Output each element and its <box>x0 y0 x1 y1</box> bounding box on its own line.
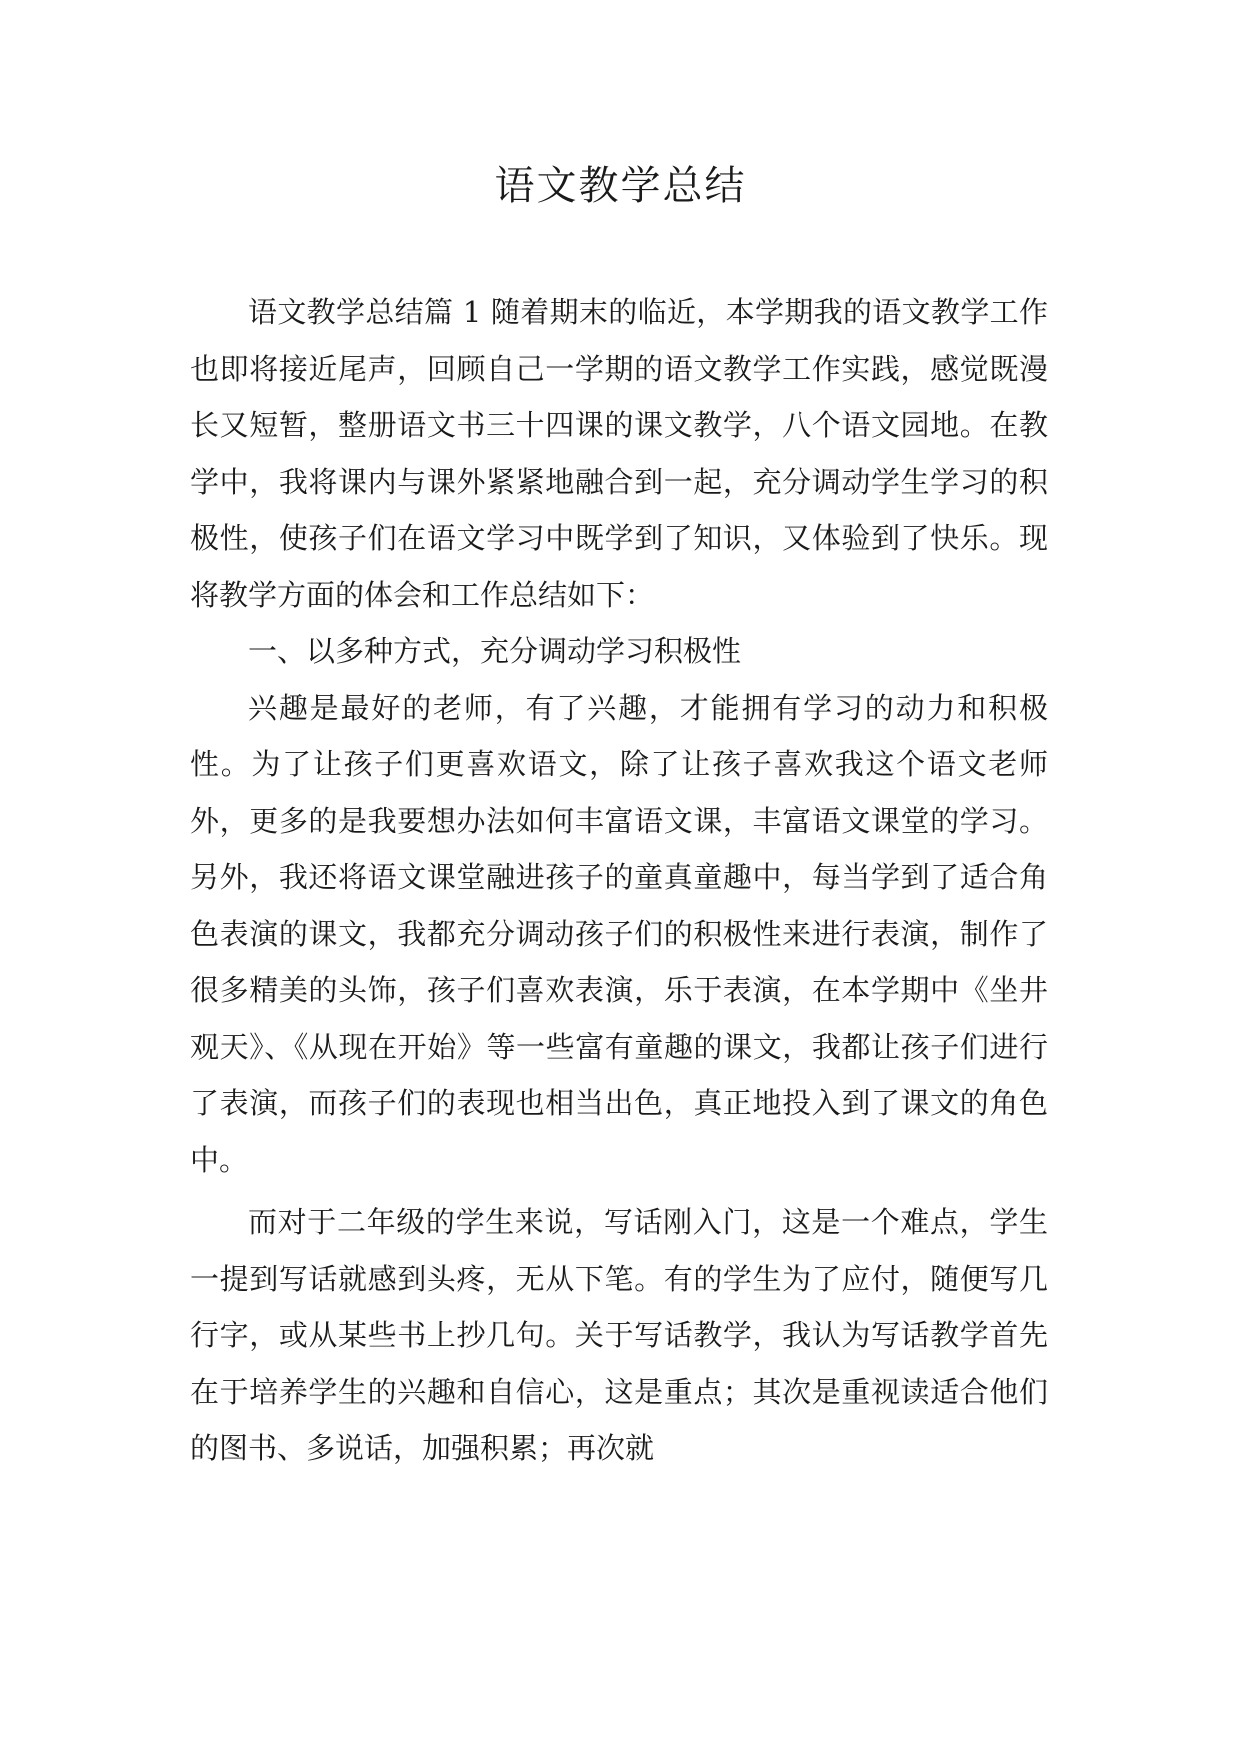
paragraph-interest: 兴趣是最好的老师，有了兴趣，才能拥有学习的动力和积极性。为了让孩子们更喜欢语文，除了让孩子喜欢我这个语文老师外，更多的是我要想办法如何丰富语文课，丰富语文课堂的学习。另外，我还将语文课堂融进孩子的童真童趣中，每当学到了适合角色表演的课文，我都充分调动孩子们的积极性来进行表演，制作了很多精美的头饰，孩子们喜欢表演，乐于表演，在本学期中《坐井观天》、《从现在开始》等一些富有童趣的课文，我都让孩子们进行了表演，而孩子们的表现也相当出色，真正地投入到了课文的角色中。 <box>190 690 1048 1177</box>
document-title: 语文教学总结 <box>494 163 747 209</box>
paragraph-writing: 而对于二年级的学生来说，写话刚入门，这是一个难点，学生一提到写话就感到头疼，无从下笔。有的学生为了应付，随便写几行字，或从某些书上抄几句。关于写话教学，我认为写话教学首先在于培养学生的兴趣和自信心，这是重点；其次是重视读适合他们的图书、多说话，加强积累；再次就 <box>190 1205 1048 1465</box>
document-body <box>190 284 1048 1477</box>
paragraph-intro: 语文教学总结篇 1 随着期末的临近，本学期我的语文教学工作也即将接近尾声，回顾自己一学期的语文教学工作实践，感觉既漫长又短暂，整册语文书三十四课的课文教学，八个语文园地。在教学中，我将课内与课外紧紧地融合到一起，充分调动学生学习的积极性，使孩子们在语文学习中既学到了知识，又体验到了快乐。现将教学方面的体会和工作总结如下： <box>190 295 1048 612</box>
section-heading-1: 一、以多种方式，充分调动学习积极性 <box>248 634 742 668</box>
